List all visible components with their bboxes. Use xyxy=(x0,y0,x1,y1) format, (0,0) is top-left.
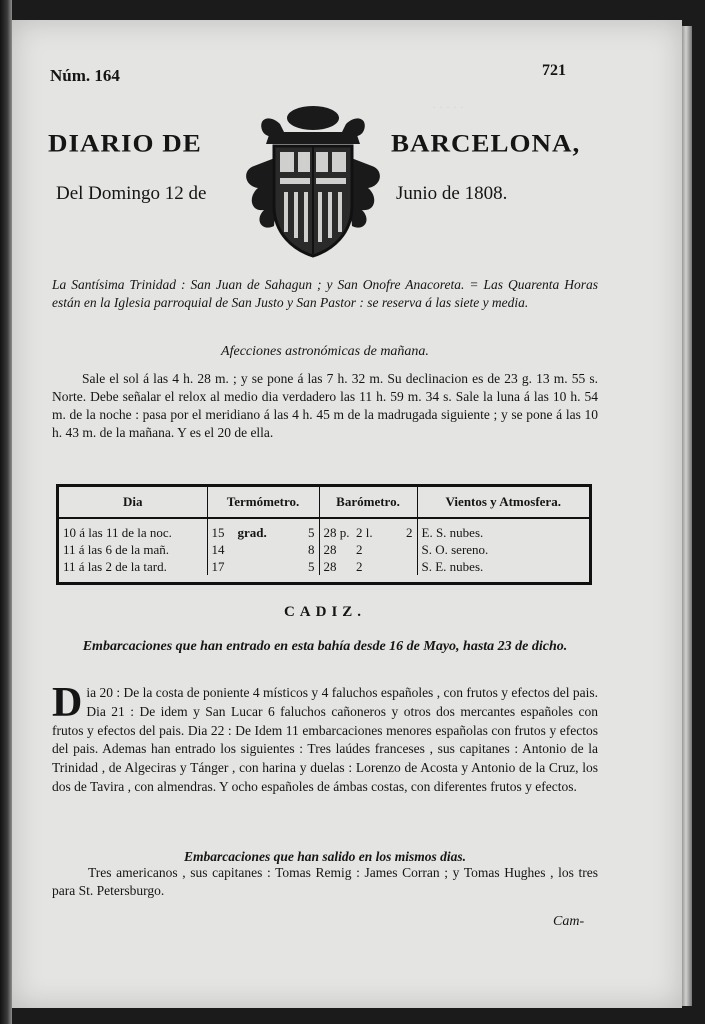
cell-dia: 11 á las 6 de la mañ. xyxy=(59,541,207,558)
departures-text: Tres americanos , sus capitanes : Tomas Remig : James Corran ; y Tomas Hughes , los tres para St. Petersburgo. xyxy=(52,865,598,898)
header-dia: Dia xyxy=(59,487,207,518)
cell-dia: 11 á las 2 de la tard. xyxy=(59,558,207,575)
arrivals-text xyxy=(52,680,598,797)
weather-table-header xyxy=(59,487,589,518)
departures-heading: Embarcaciones que han salido en los mismos dias. xyxy=(183,849,467,864)
header-vientos: Vientos y Atmosfera. xyxy=(417,487,589,518)
book-spine xyxy=(0,0,12,1024)
drop-cap: D xyxy=(52,680,83,726)
cell-termometro: 14 8 xyxy=(207,541,319,558)
catchword: Cam- xyxy=(553,914,585,929)
date-line-right: Junio de 1808. xyxy=(396,183,508,204)
astronomy-heading: Afecciones astronómicas de mañana. xyxy=(221,344,429,359)
weather-table xyxy=(56,484,592,585)
table-row xyxy=(59,558,589,575)
cell-barometro: 28 2 xyxy=(319,558,417,575)
table-row xyxy=(59,518,589,541)
bleed-through: · · · · · xyxy=(432,100,464,114)
cell-termometro: 17 5 xyxy=(207,558,319,575)
arrivals-body: ia 20 : De la costa de poniente 4 místicos y 4 faluchos españoles , con frutos y efectos del pais. Dia 21 : De idem y San Lucar 6 faluchos cañoneros y otros dos mercantes españoles con frutos y efectos del pais. Dia 22 : De Idem 11 embarcaciones menores españolas con frutos y efectos del pais. Ademas han entrado los siguientes : Tres laúdes franceses , sus capitanes : Antonio de la Trinidad , de Algeciras y Tánger , con harina y duelas : Lorenzo de Acosta y Antonio de la Cruz, los dos de Tavira , con almendras. Y ocho españoles de ámbas costas, con diferentes frutos y efectos. xyxy=(52,685,598,794)
cell-termometro: 15 grad. 5 xyxy=(207,518,319,541)
cell-vientos: S. E. nubes. xyxy=(421,558,484,574)
page-edge xyxy=(682,26,692,1006)
table-row xyxy=(59,541,589,558)
cell-vientos: S. O. sereno. xyxy=(421,541,489,557)
cell-barometro: 28 2 xyxy=(319,541,417,558)
masthead-title-left: DIARIO DE xyxy=(48,129,202,157)
header-barometro: Barómetro. xyxy=(319,487,417,518)
date-line-left: Del Domingo 12 de xyxy=(56,183,207,204)
cadiz-heading: CADIZ. xyxy=(283,604,367,620)
cell-vientos: E. S. nubes. xyxy=(421,524,484,540)
page-number: 721 xyxy=(542,62,566,79)
cell-barometro: 28 p. 2 l. 2 xyxy=(319,518,417,541)
header-termometro: Termómetro. xyxy=(207,487,319,518)
arrivals-heading: Embarcaciones que han entrado en esta bahía desde 16 de Mayo, hasta 23 de dicho. xyxy=(82,639,568,654)
coat-of-arms-icon xyxy=(240,96,386,260)
issue-number: Núm. 164 xyxy=(50,66,120,85)
masthead-title-right: BARCELONA, xyxy=(391,129,581,157)
cell-dia: 10 á las 11 de la noc. xyxy=(59,518,207,541)
astronomy-text: Sale el sol á las 4 h. 28 m. ; y se pone á las 7 h. 32 m. Su declinacion es de 23 g. 13 m. 55 s. Norte. Debe señalar el relox al medio dia verdadero las 11 h. 59 m. 34 s. Sale la luna á las 10 h. 54 m. de la noche : pasa por el meridiano á las 4 h. 45 m de la madrugada siguiente ; y se pone á las 10 h. 43 m. de la mañana. Y es el 20 de ella. xyxy=(52,371,598,440)
saints-of-the-day: La Santísima Trinidad : San Juan de Sahagun ; y San Onofre Anacoreta. = Las Quarenta Horas están en la Iglesia parroquial de San Justo y San Pastor : se reserva á las siete y media. xyxy=(52,277,598,310)
